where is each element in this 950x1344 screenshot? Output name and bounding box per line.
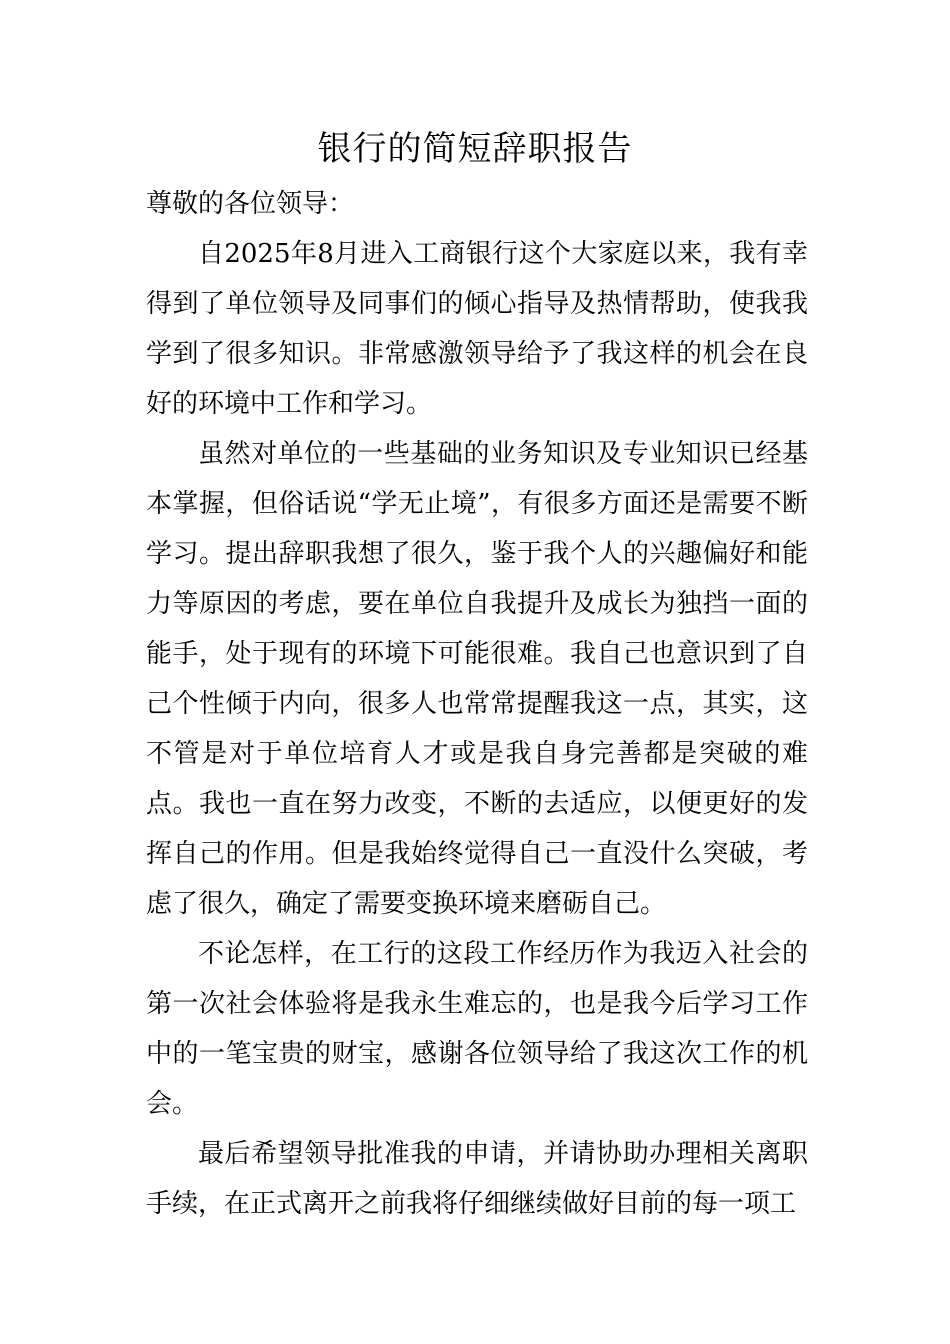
paragraph-1: 自2025年8月进入工商银行这个大家庭以来，我有幸得到了单位领导及同事们的倾心指导及热情帮助，使我我学到了很多知识。非常感激领导给予了我这样的机会在良好的环境中工作和学习。 — [146, 239, 808, 419]
document-title: 银行的简短辞职报告 — [317, 129, 633, 169]
document-body — [146, 179, 808, 1229]
paragraph-3: 不论怎样，在工行的这段工作经历作为我迈入社会的第一次社会体验将是我永生难忘的，也是我今后学习工作中的一笔宝贵的财宝，感谢各位领导给了我这次工作的机会。 — [146, 939, 808, 1119]
paragraph-4: 最后希望领导批准我的申请，并请协助办理相关离职手续，在正式离开之前我将仔细继续做好目前的每一项工 — [146, 1139, 808, 1219]
paragraph-2: 虽然对单位的一些基础的业务知识及专业知识已经基本掌握，但俗话说“学无止境”，有很多方面还是需要不断学习。提出辞职我想了很久，鉴于我个人的兴趣偏好和能力等原因的考虑，要在单位自我提升及成长为独挡一面的能手，处于现有的环境下可能很难。我自己也意识到了自己个性倾于内向，很多人也常常提醒我这一点，其实，这不管是对于单位培育人才或是我自身完善都是突破的难点。我也一直在努力改变，不断的去适应，以便更好的发挥自己的作用。但是我始终觉得自己一直没什么突破，考虑了很久，确定了需要变换环境来磨砺自己。 — [146, 439, 808, 919]
salutation: 尊敬的各位领导： — [146, 189, 355, 219]
